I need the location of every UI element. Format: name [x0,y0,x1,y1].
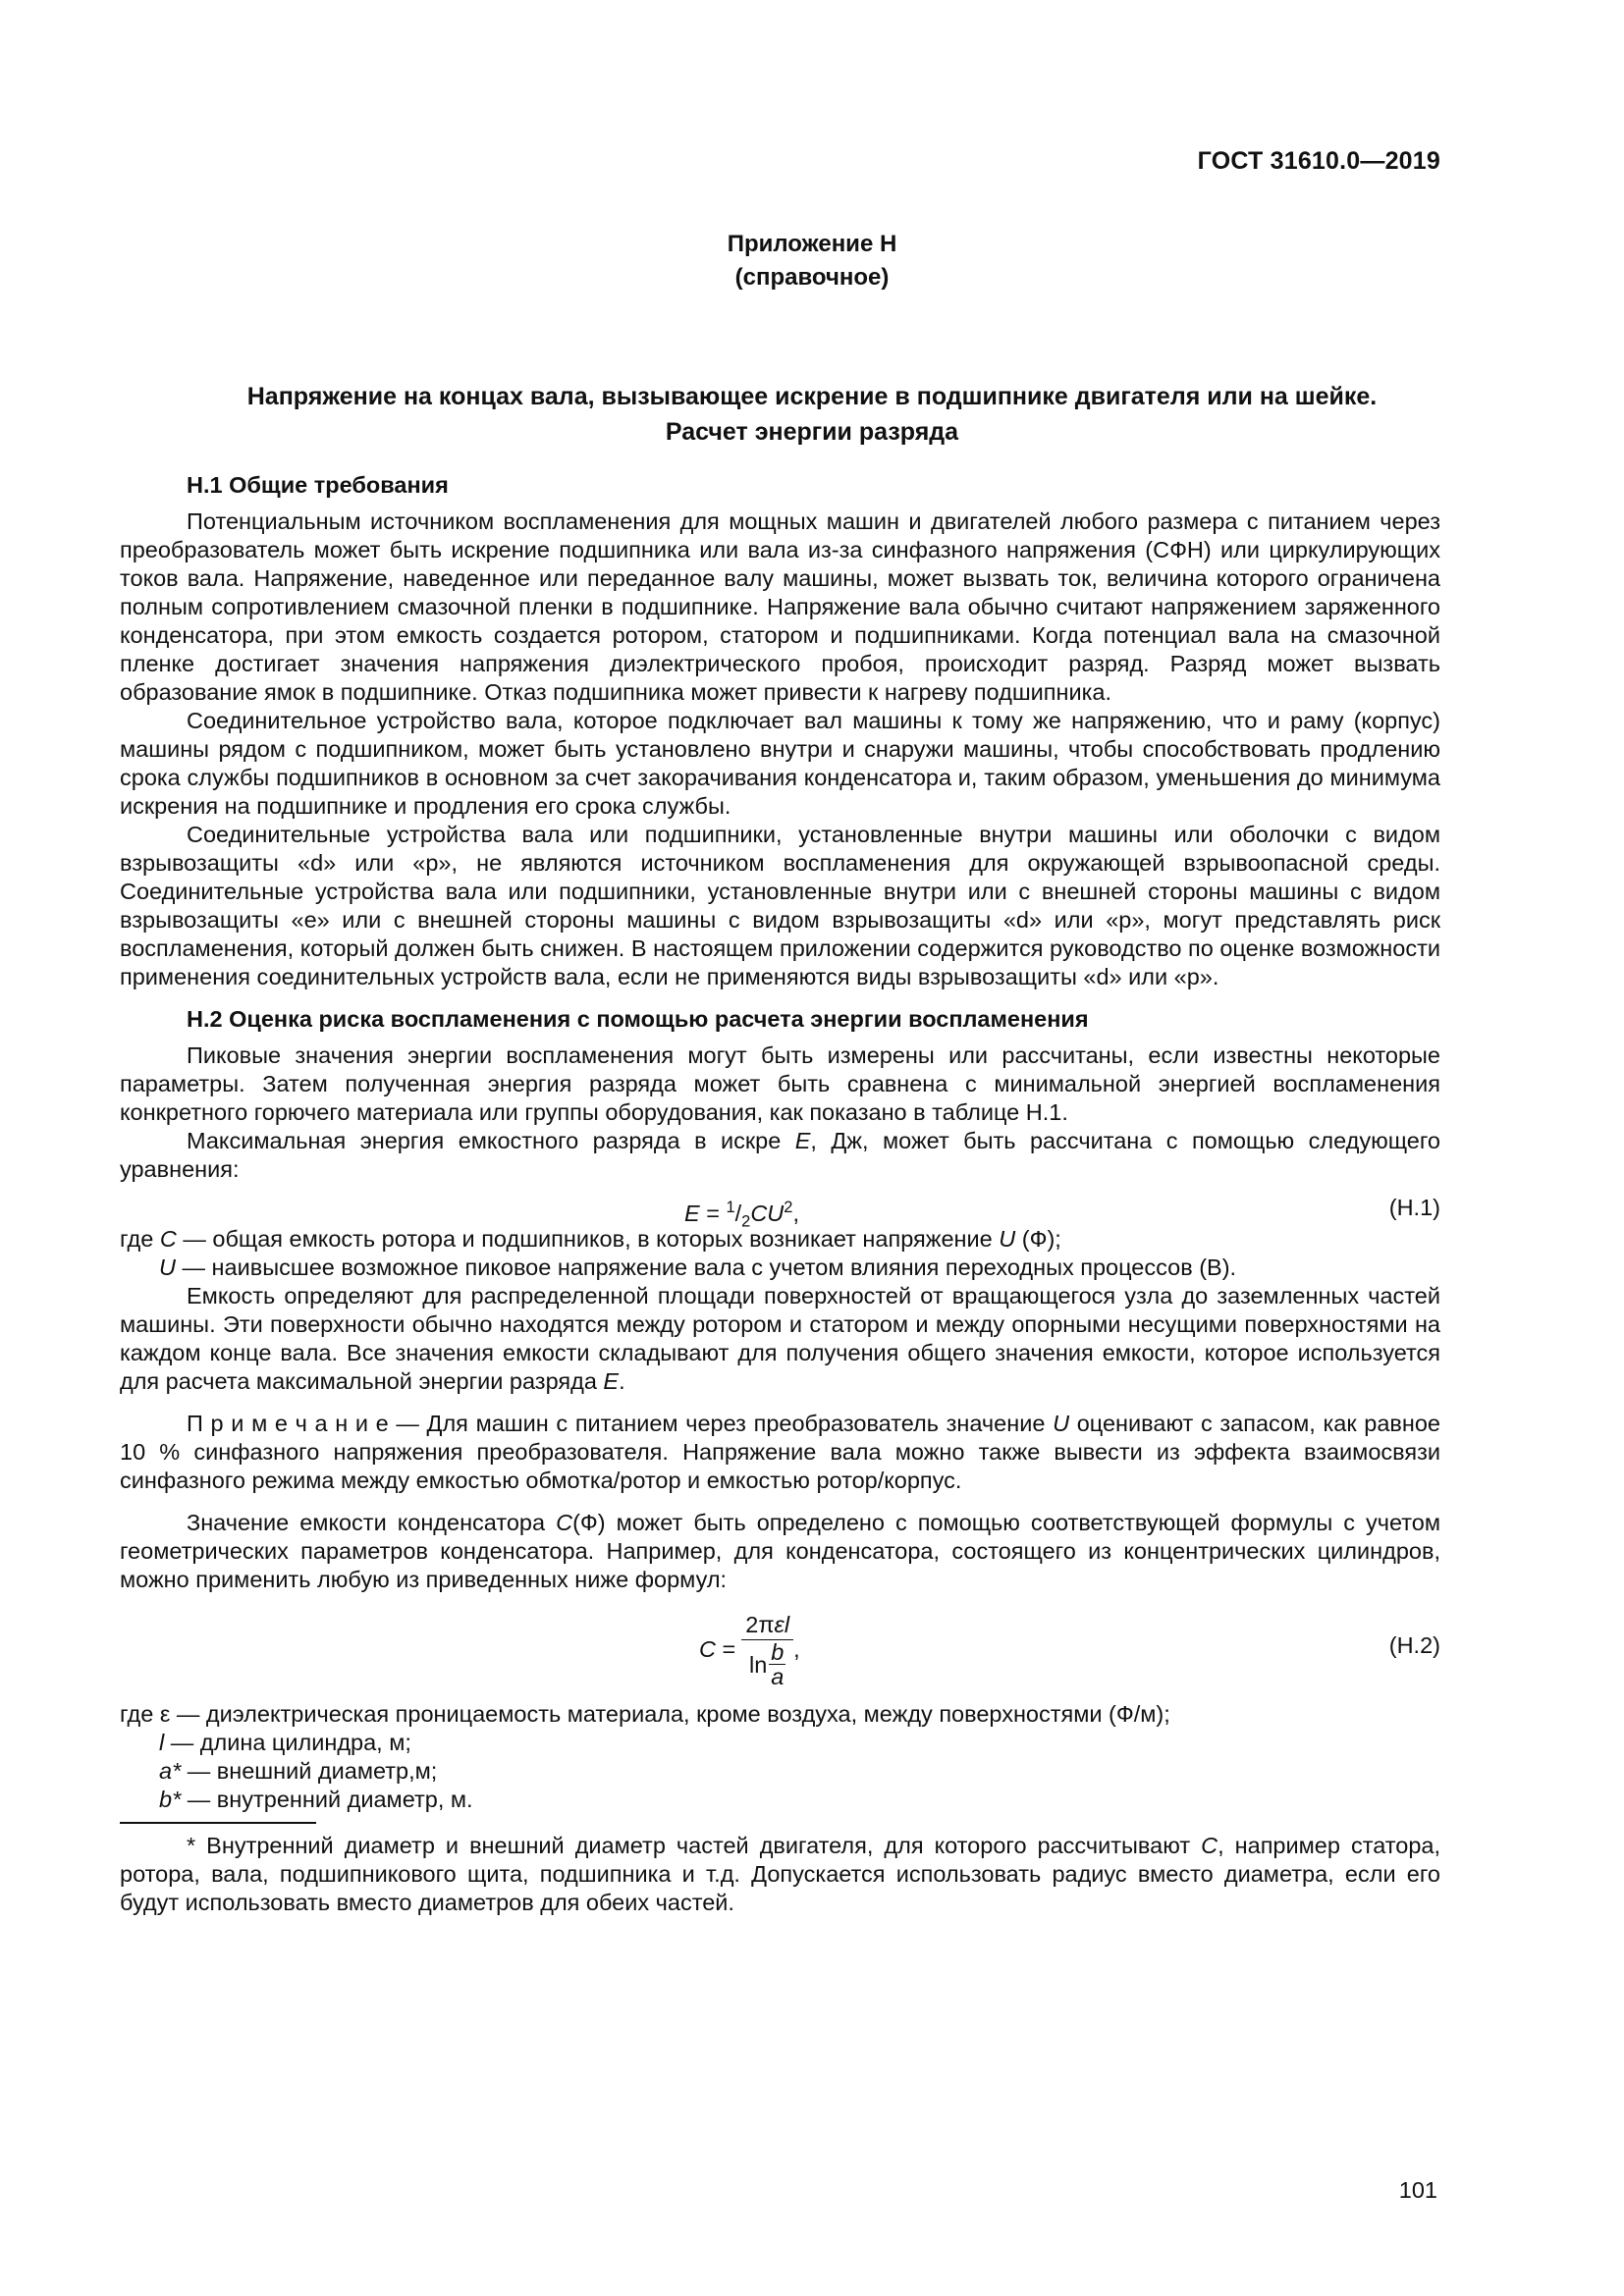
section-heading-h1: Н.1 Общие требования [187,472,449,498]
page-number: 101 [1398,2177,1437,2203]
document-id: ГОСТ 31610.0—2019 [1197,147,1440,175]
footnote-separator [120,1822,316,1824]
equation-number: (Н.1) [1388,1195,1440,1220]
paragraph: Потенциальным источником воспламенения для мощных машин и двигателей любого размера с питанием через преобразователь может быть искрение подшипника или вала из-за синфазного напряжения (СФН) или циркулирующих токов вала. Напряжение, наведенное или переданное валу машины, может вызвать ток, величина которого ограничена полным сопротивлением смазочной пленки в подшипнике. Напряжение вала обычно считают напряжением заряженного конденсатора, при этом емкость создается ротором, статором и подшипниками. Когда потенциал вала на смазочной пленке достигает значения напряжения диэлектрического пробоя, происходит разряд. Разряд может вызвать образование ямок в подшипнике. Отказ подшипника может привести к нагреву подшипника. [120,508,1440,705]
where-clause: где ε — диэлектрическая проницаемость материала, кроме воздуха, между поверхностями (Ф/м); [120,1701,1170,1727]
equation-number: (Н.2) [1388,1632,1440,1658]
section-heading-h2: Н.2 Оценка риска воспламенения с помощью расчета энергии воспламенения [187,1006,1089,1032]
annex-title-line1: Напряжение на концах вала, вызывающее искрение в подшипнике двигателя или на шейке. [246,383,1378,410]
paragraph: Емкость определяют для распределенной площади поверхностей от вращающегося узла до заземленных частей машины. Эти поверхности обычно находятся между ротором и статором и между опорными несущими поверхностями на каждом конце вала. Все значения емкости складывают для получения общего значения емкости, которое используется для расчета максимальной энергии разряда E. [120,1283,1440,1394]
paragraph: Максимальная энергия емкостного разряда в искре E, Дж, может быть рассчитана с помощью следующего уравнения: [120,1128,1440,1182]
where-clause: U — наивысшее возможное пиковое напряжение вала с учетом влияния переходных процессов (В). [159,1255,1237,1280]
where-clause: l — длина цилиндра, м; [159,1730,411,1755]
where-clause: a* — внешний диаметр,м; [159,1758,438,1784]
annex-type: (справочное) [734,264,890,291]
where-clause: b* — внутренний диаметр, м. [159,1787,473,1812]
document-body [120,471,1440,1917]
paragraph: Соединительные устройства вала или подшипники, установленные внутри машины или оболочки с видом взрывозащиты «d» или «p», не являются источником воспламенения для окружающей взрывоопасной среды. Соединительные устройства вала или подшипники, установленные внутри или с внешней стороны машины с видом взрывозащиты «е» или с внешней стороны машины с видом взрывозащиты «d» или «p», могут представлять риск воспламенения, который должен быть снижен. В настоящем приложении содержится руководство по оценке возможности применения соединительных устройств вала, если не применяются виды взрывозащиты «d» или «p». [120,822,1440,989]
annex-title [0,379,1624,450]
equation-h1 [120,1194,1440,1231]
annex-heading [0,228,1624,294]
paragraph: Значение емкости конденсатора C(Ф) может быть определено с помощью соответствующей формулы с учетом геометрических параметров конденсатора. Например, для конденсатора, состоящего из концентрических цилиндров, можно применить любую из приведенных ниже формул: [120,1510,1440,1592]
annex-label: Приложение Н [727,231,897,257]
note: П р и м е ч а н и е — Для машин с питанием через преобразователь значение U оценивают с запасом, как равное 10 % синфазного напряжения преобразователя. Напряжение вала можно также вывести из эффекта взаимосвязи синфазного режима между емкостью обмотка/ротор и емкостью ротор/корпус. [120,1411,1441,1493]
footnote [120,1832,1440,1917]
equation-formula: $E = ^1/_2CU^2$, [684,1199,799,1231]
paragraph: Соединительное устройство вала, которое подключает вал машины к тому же напряжению, что и раму (корпус) машины рядом с подшипником, может быть установлено внутри и снаружи машины, чтобы способствовать продлению срока службы подшипников в основном за счет закорачивания конденсатора и, таким образом, уменьшения до минимума искрения на подшипнике и продления его срока службы. [120,708,1440,819]
where-clause: где C — общая емкость ротора и подшипников, в которых возникает напряжение U (Ф); [120,1226,1061,1252]
equation-h2 [120,1600,1440,1698]
equation-formula: C = 2πεl ln $\frac{b}{a}$ , [699,1612,800,1689]
annex-title-line2: Расчет энергии разряда [665,418,959,446]
paragraph: Пиковые значения энергии воспламенения могут быть измерены или рассчитаны, если известны некоторые параметры. Затем полученная энергия разряда может быть сравнена с минимальной энергией воспламенения конкретного горючего материала или группы оборудования, как показано в таблице Н.1. [120,1042,1440,1125]
footnote-text: * Внутренний диаметр и внешний диаметр частей двигателя, для которого рассчитывают C, например статора, ротора, вала, подшипникового щита, подшипника и т.д. Допускается использовать радиус вместо диаметра, если его будут использовать вместо диаметров для обеих частей. [120,1833,1440,1915]
